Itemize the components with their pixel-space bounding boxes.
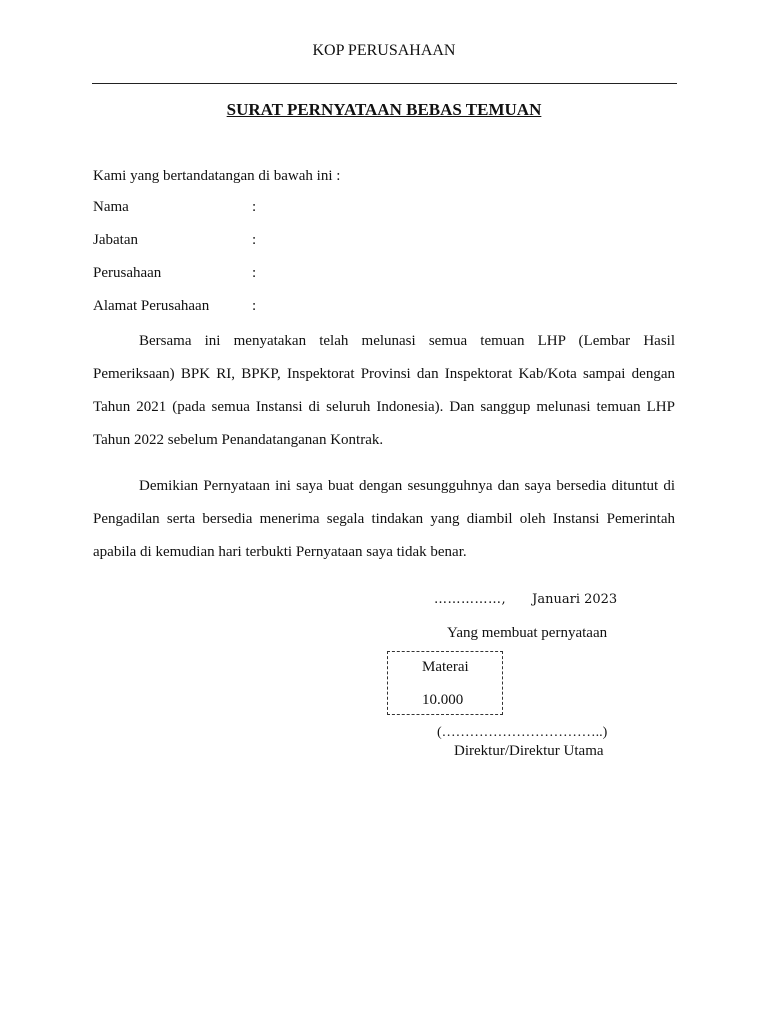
field-colon-jabatan: :: [252, 232, 257, 248]
statement-paragraph: Bersama ini menyatakan telah melunasi semua temuan LHP (Lembar Hasil Pemeriksaan) BPK RI, BPKP, Inspektorat Provinsi dan Inspektorat Kab/Kota sampai dengan Tahun 2021 (pada semua Instansi di seluruh Indonesia). Dan sanggup melunasi temuan LHP Tahun 2022 sebelum Penandatanganan Kontrak.: [93, 333, 675, 448]
place-placeholder: ……………,: [434, 592, 507, 607]
date-line: [434, 592, 617, 607]
intro-text: Kami yang bertandatangan di bawah ini :: [93, 168, 341, 184]
maker-label: Yang membuat pernyataan: [447, 625, 608, 641]
stamp-label: Materai: [422, 659, 469, 675]
field-colon-nama: :: [252, 199, 257, 215]
date-text: Januari 2023: [532, 592, 618, 607]
signer-role: Direktur/Direktur Utama: [454, 743, 604, 759]
signature-name-line: (……………………………..): [437, 725, 608, 740]
field-label-perusahaan: Perusahaan: [93, 265, 162, 281]
stamp-value: 10.000: [422, 692, 464, 708]
field-colon-alamat: :: [252, 298, 257, 314]
field-colon-perusahaan: :: [252, 265, 257, 281]
document-title: SURAT PERNYATAAN BEBAS TEMUAN: [226, 100, 542, 119]
letterhead-placeholder: KOP PERUSAHAAN: [312, 42, 456, 59]
field-label-jabatan: Jabatan: [93, 232, 138, 248]
closing-paragraph: Demikian Pernyataan ini saya buat dengan sesungguhnya dan saya bersedia dituntut di Pengadilan serta bersedia menerima segala tindakan yang diambil oleh Instansi Pemerintah apabila di kemudian hari terbukti Pernyataan saya tidak benar.: [93, 478, 675, 560]
header-divider: [92, 83, 677, 84]
field-label-alamat: Alamat Perusahaan: [93, 298, 210, 314]
field-label-nama: Nama: [93, 199, 129, 215]
